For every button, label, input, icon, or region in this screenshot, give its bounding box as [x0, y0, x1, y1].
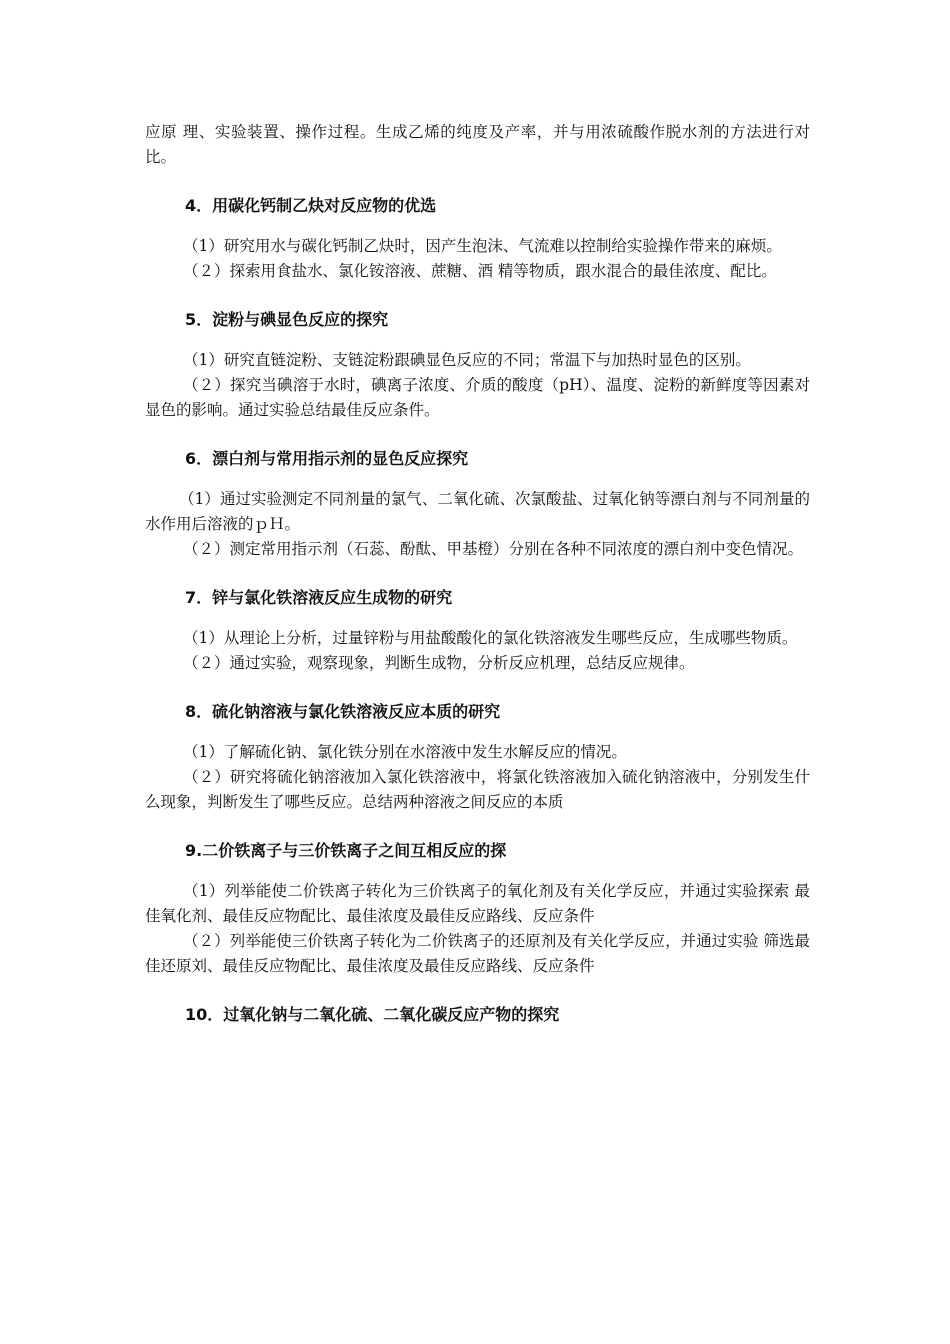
- section-7-para-2: （２）通过实验，观察现象，判断生成物，分析反应机理，总结反应规律。: [183, 654, 695, 672]
- section-6-para-1: （1）通过实验测定不同剂量的氯气、二氧化硫、次氯酸盐、过氧化钠等漂白剂与不同剂量的水作用后溶液的ｐＨ。: [145, 490, 810, 533]
- section-4-para-2: （２）探索用食盐水、氯化铵溶液、蔗糖、酒 精等物质，跟水混合的最佳浓度、配比。: [183, 262, 777, 280]
- section-4-para-1: （1）研究用水与碳化钙制乙炔时，因产生泡沫、气流难以控制给实验操作带来的麻烦。: [183, 237, 782, 255]
- section-9-para-2: （２）列举能使三价铁离子转化为二价铁离子的还原剂及有关化学反应，并通过实验 筛选最佳还原刘、最佳反应物配比、最佳浓度及最佳反应路线、反应条件: [145, 932, 810, 975]
- document-page: [145, 120, 810, 1027]
- section-8-heading: 8．硫化钠溶液与氯化铁溶液反应本质的研究: [185, 702, 501, 721]
- section-5-heading: 5．淀粉与碘显色反应的探究: [185, 310, 389, 329]
- section-8-para-2: （２）研究将硫化钠溶液加入氯化铁溶液中，将氯化铁溶液加入硫化钠溶液中，分别发生什么现象，判断发生了哪些反应。总结两种溶液之间反应的本质: [145, 768, 810, 811]
- section-9-para-1: （1）列举能使二价铁离子转化为三价铁离子的氧化剂及有关化学反应，并通过实验探索 最佳氧化剂、最佳反应物配比、最佳浓度及最佳反应路线、反应条件: [145, 882, 810, 925]
- section-5-para-1: （1）研究直链淀粉、支链淀粉跟碘显色反应的不同；常温下与加热时显色的区别。: [183, 351, 751, 369]
- section-6-para-2: （２）测定常用指示剂（石蕊、酚酞、甲基橙）分别在各种不同浓度的漂白剂中变色情况。: [183, 540, 804, 558]
- section-4-heading: 4．用碳化钙制乙炔对反应物的优选: [185, 196, 437, 215]
- section-5-para-2: （２）探究当碘溶于水时，碘离子浓度、介质的酸度（pH）、温度、淀粉的新鲜度等因素对显色的影响。通过实验总结最佳反应条件。: [145, 376, 810, 419]
- section-7-para-1: （1）从理论上分析，过量锌粉与用盐酸酸化的氯化铁溶液发生哪些反应，生成哪些物质。: [183, 629, 798, 647]
- section-9-heading: 9.二价铁离子与三价铁离子之间互相反应的探: [185, 841, 507, 860]
- intro-paragraph: 应原 理、实验装置、操作过程。生成乙烯的纯度及产率，并与用浓硫酸作脱水剂的方法进行对比。: [145, 123, 810, 166]
- section-7-heading: 7．锌与氯化铁溶液反应生成物的研究: [185, 588, 453, 607]
- section-6-heading: 6．漂白剂与常用指示剂的显色反应探究: [185, 449, 469, 468]
- section-10-heading: 10．过氧化钠与二氧化硫、二氧化碳反应产物的探究: [185, 1005, 560, 1024]
- section-8-para-1: （1）了解硫化钠、氯化铁分别在水溶液中发生水解反应的情况。: [183, 743, 627, 761]
